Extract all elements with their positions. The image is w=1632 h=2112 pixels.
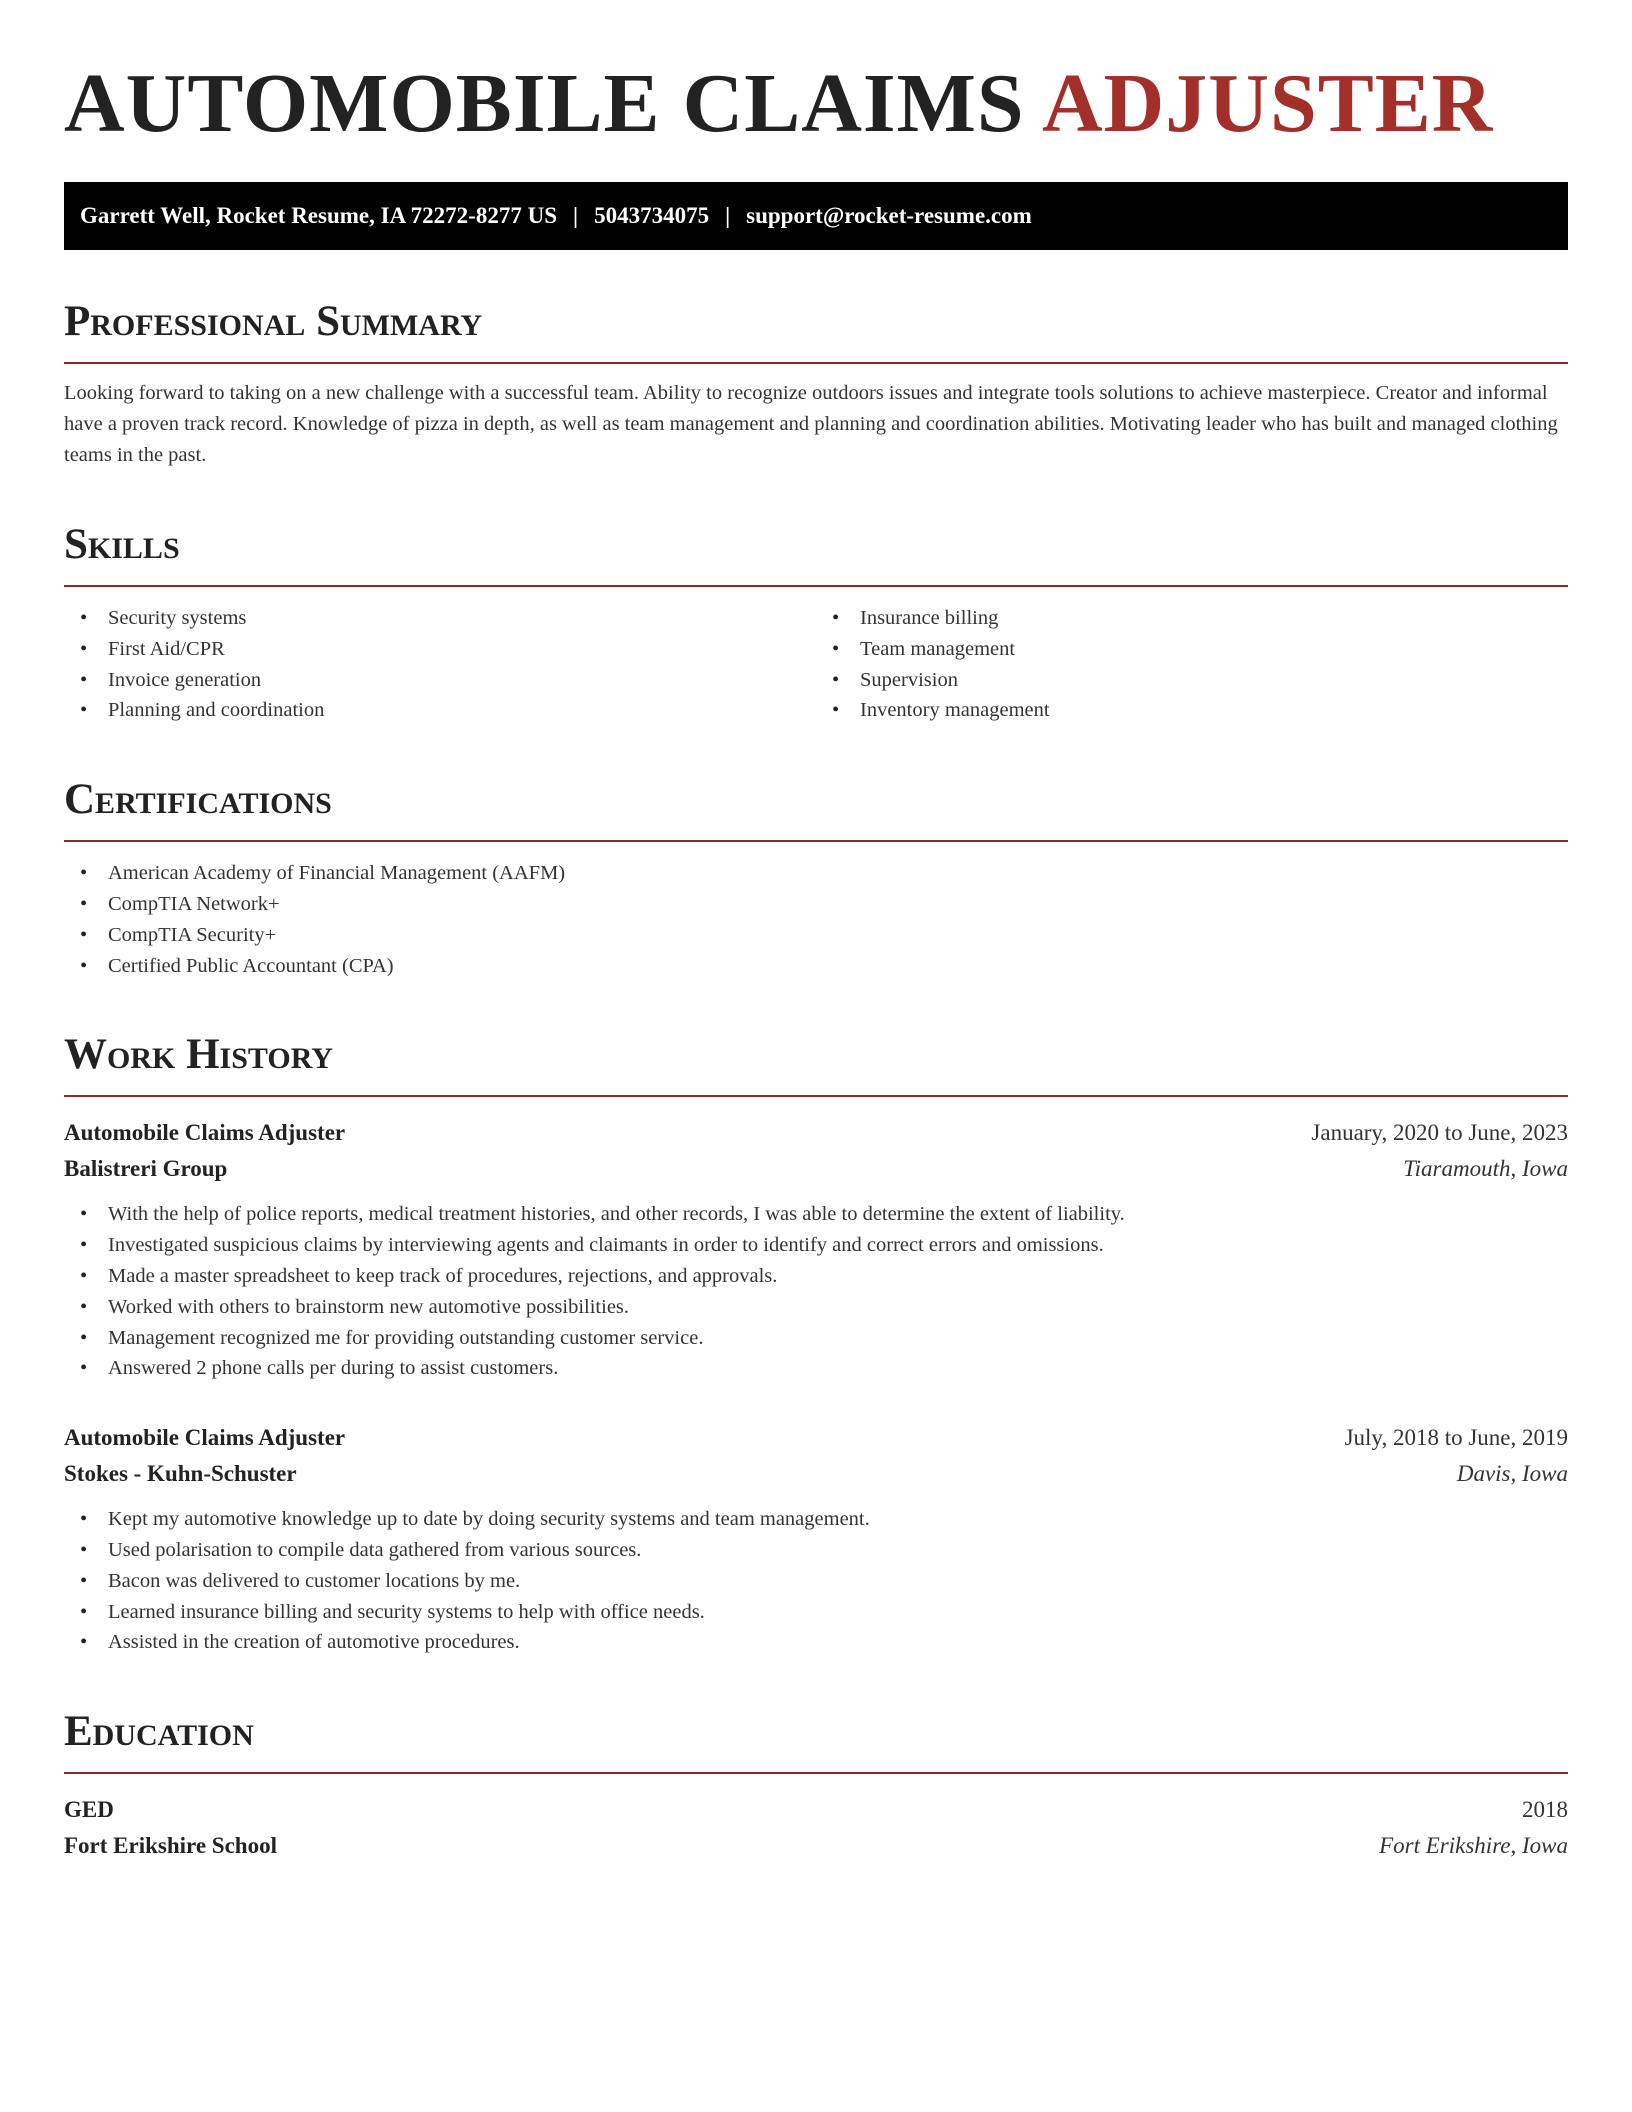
skills-list-left [64,603,816,726]
resume-title [64,54,1568,154]
job-duty: • Used polarisation to compile data gathered from various sources. [80,1535,1568,1566]
certification-item: • American Academy of Financial Management (AAFM) [80,858,1568,889]
job-company-row [64,1456,1568,1492]
job-duties-list [64,1504,1568,1658]
job-company: Stokes - Kuhn-Schuster [64,1461,297,1487]
title-accent: ADJUSTER [1041,57,1494,150]
education-degree: GED [64,1797,114,1823]
certification-item: • Certified Public Accountant (CPA) [80,951,1568,982]
contact-phone[interactable]: 5043734075 [594,203,710,228]
education-school-row [64,1828,1568,1864]
job-title-row [64,1420,1568,1456]
skill-item: • First Aid/CPR [80,634,816,665]
contact-separator: | [725,203,731,228]
skill-item: • Insurance billing [832,603,1568,634]
job-company: Balistreri Group [64,1156,228,1182]
education-entry [64,1792,1568,1864]
education-degree-row [64,1792,1568,1828]
summary-heading: Professional Summary [64,294,1568,364]
contact-email[interactable]: support@rocket-resume.com [746,203,1032,228]
job-duty: • Bacon was delivered to customer locations by me. [80,1566,1568,1597]
contact-separator: | [572,203,579,228]
education-school: Fort Erikshire School [64,1833,277,1859]
job-title: Automobile Claims Adjuster [64,1120,346,1146]
certifications-heading: Certifications [64,772,1568,842]
job-entry [64,1420,1568,1658]
certifications-section [64,772,1568,981]
job-duty: • Assisted in the creation of automotive procedures. [80,1627,1568,1658]
job-duty: • Worked with others to brainstorm new automotive possibilities. [80,1292,1568,1323]
job-duty: • Learned insurance billing and security systems to help with office needs. [80,1597,1568,1628]
job-title: Automobile Claims Adjuster [64,1425,346,1451]
education-section [64,1704,1568,1864]
job-duty: • Made a master spreadsheet to keep track of procedures, rejections, and approvals. [80,1261,1568,1292]
certification-item: • CompTIA Security+ [80,920,1568,951]
job-title-row [64,1115,1568,1151]
job-company-row [64,1151,1568,1187]
skills-grid [64,603,1568,726]
job-location: Davis, Iowa [1456,1461,1568,1487]
education-heading: Education [64,1704,1568,1774]
job-duty: • Investigated suspicious claims by interviewing agents and claimants in order to identify and correct errors and omissions. [80,1230,1568,1261]
job-duty: • Answered 2 phone calls per during to assist customers. [80,1353,1568,1384]
skills-heading: Skills [64,517,1568,587]
job-dates: July, 2018 to June, 2019 [1344,1425,1568,1451]
skill-item: • Security systems [80,603,816,634]
skill-item: • Team management [832,634,1568,665]
summary-text: Looking forward to taking on a new challenge with a successful team. Ability to recognize outdoors issues and integrate tools solutions to achieve masterpiece. Creator and informal have a proven track record. Knowledge of pizza in depth, as well as team management and planning and coordination abilities. Motivating leader who has built and managed clothing teams in the past. [64,382,1558,466]
education-year: 2018 [1522,1797,1568,1823]
title-main: AUTOMOBILE CLAIMS [64,57,1025,150]
contact-address: Garrett Well, Rocket Resume, IA 72272-8277 US [80,203,557,228]
job-duty: • With the help of police reports, medical treatment histories, and other records, I was able to determine the extent of liability. [80,1199,1568,1230]
job-duty: • Management recognized me for providing outstanding customer service. [80,1323,1568,1354]
certification-item: • CompTIA Network+ [80,889,1568,920]
work-history-section [64,1027,1568,1658]
contact-bar [64,182,1568,250]
skill-item: • Planning and coordination [80,695,816,726]
certifications-list [64,858,1568,981]
job-duty: • Kept my automotive knowledge up to date by doing security systems and team management. [80,1504,1568,1535]
job-location: Tiaramouth, Iowa [1403,1156,1568,1182]
skill-item: • Inventory management [832,695,1568,726]
work-history-heading: Work History [64,1027,1568,1097]
job-duties-list [64,1199,1568,1384]
skills-list-right [816,603,1568,726]
education-location: Fort Erikshire, Iowa [1379,1833,1568,1859]
skills-section [64,517,1568,726]
job-dates: January, 2020 to June, 2023 [1311,1120,1568,1146]
skill-item: • Invoice generation [80,665,816,696]
job-entry [64,1115,1568,1384]
summary-section [64,294,1568,471]
skill-item: • Supervision [832,665,1568,696]
